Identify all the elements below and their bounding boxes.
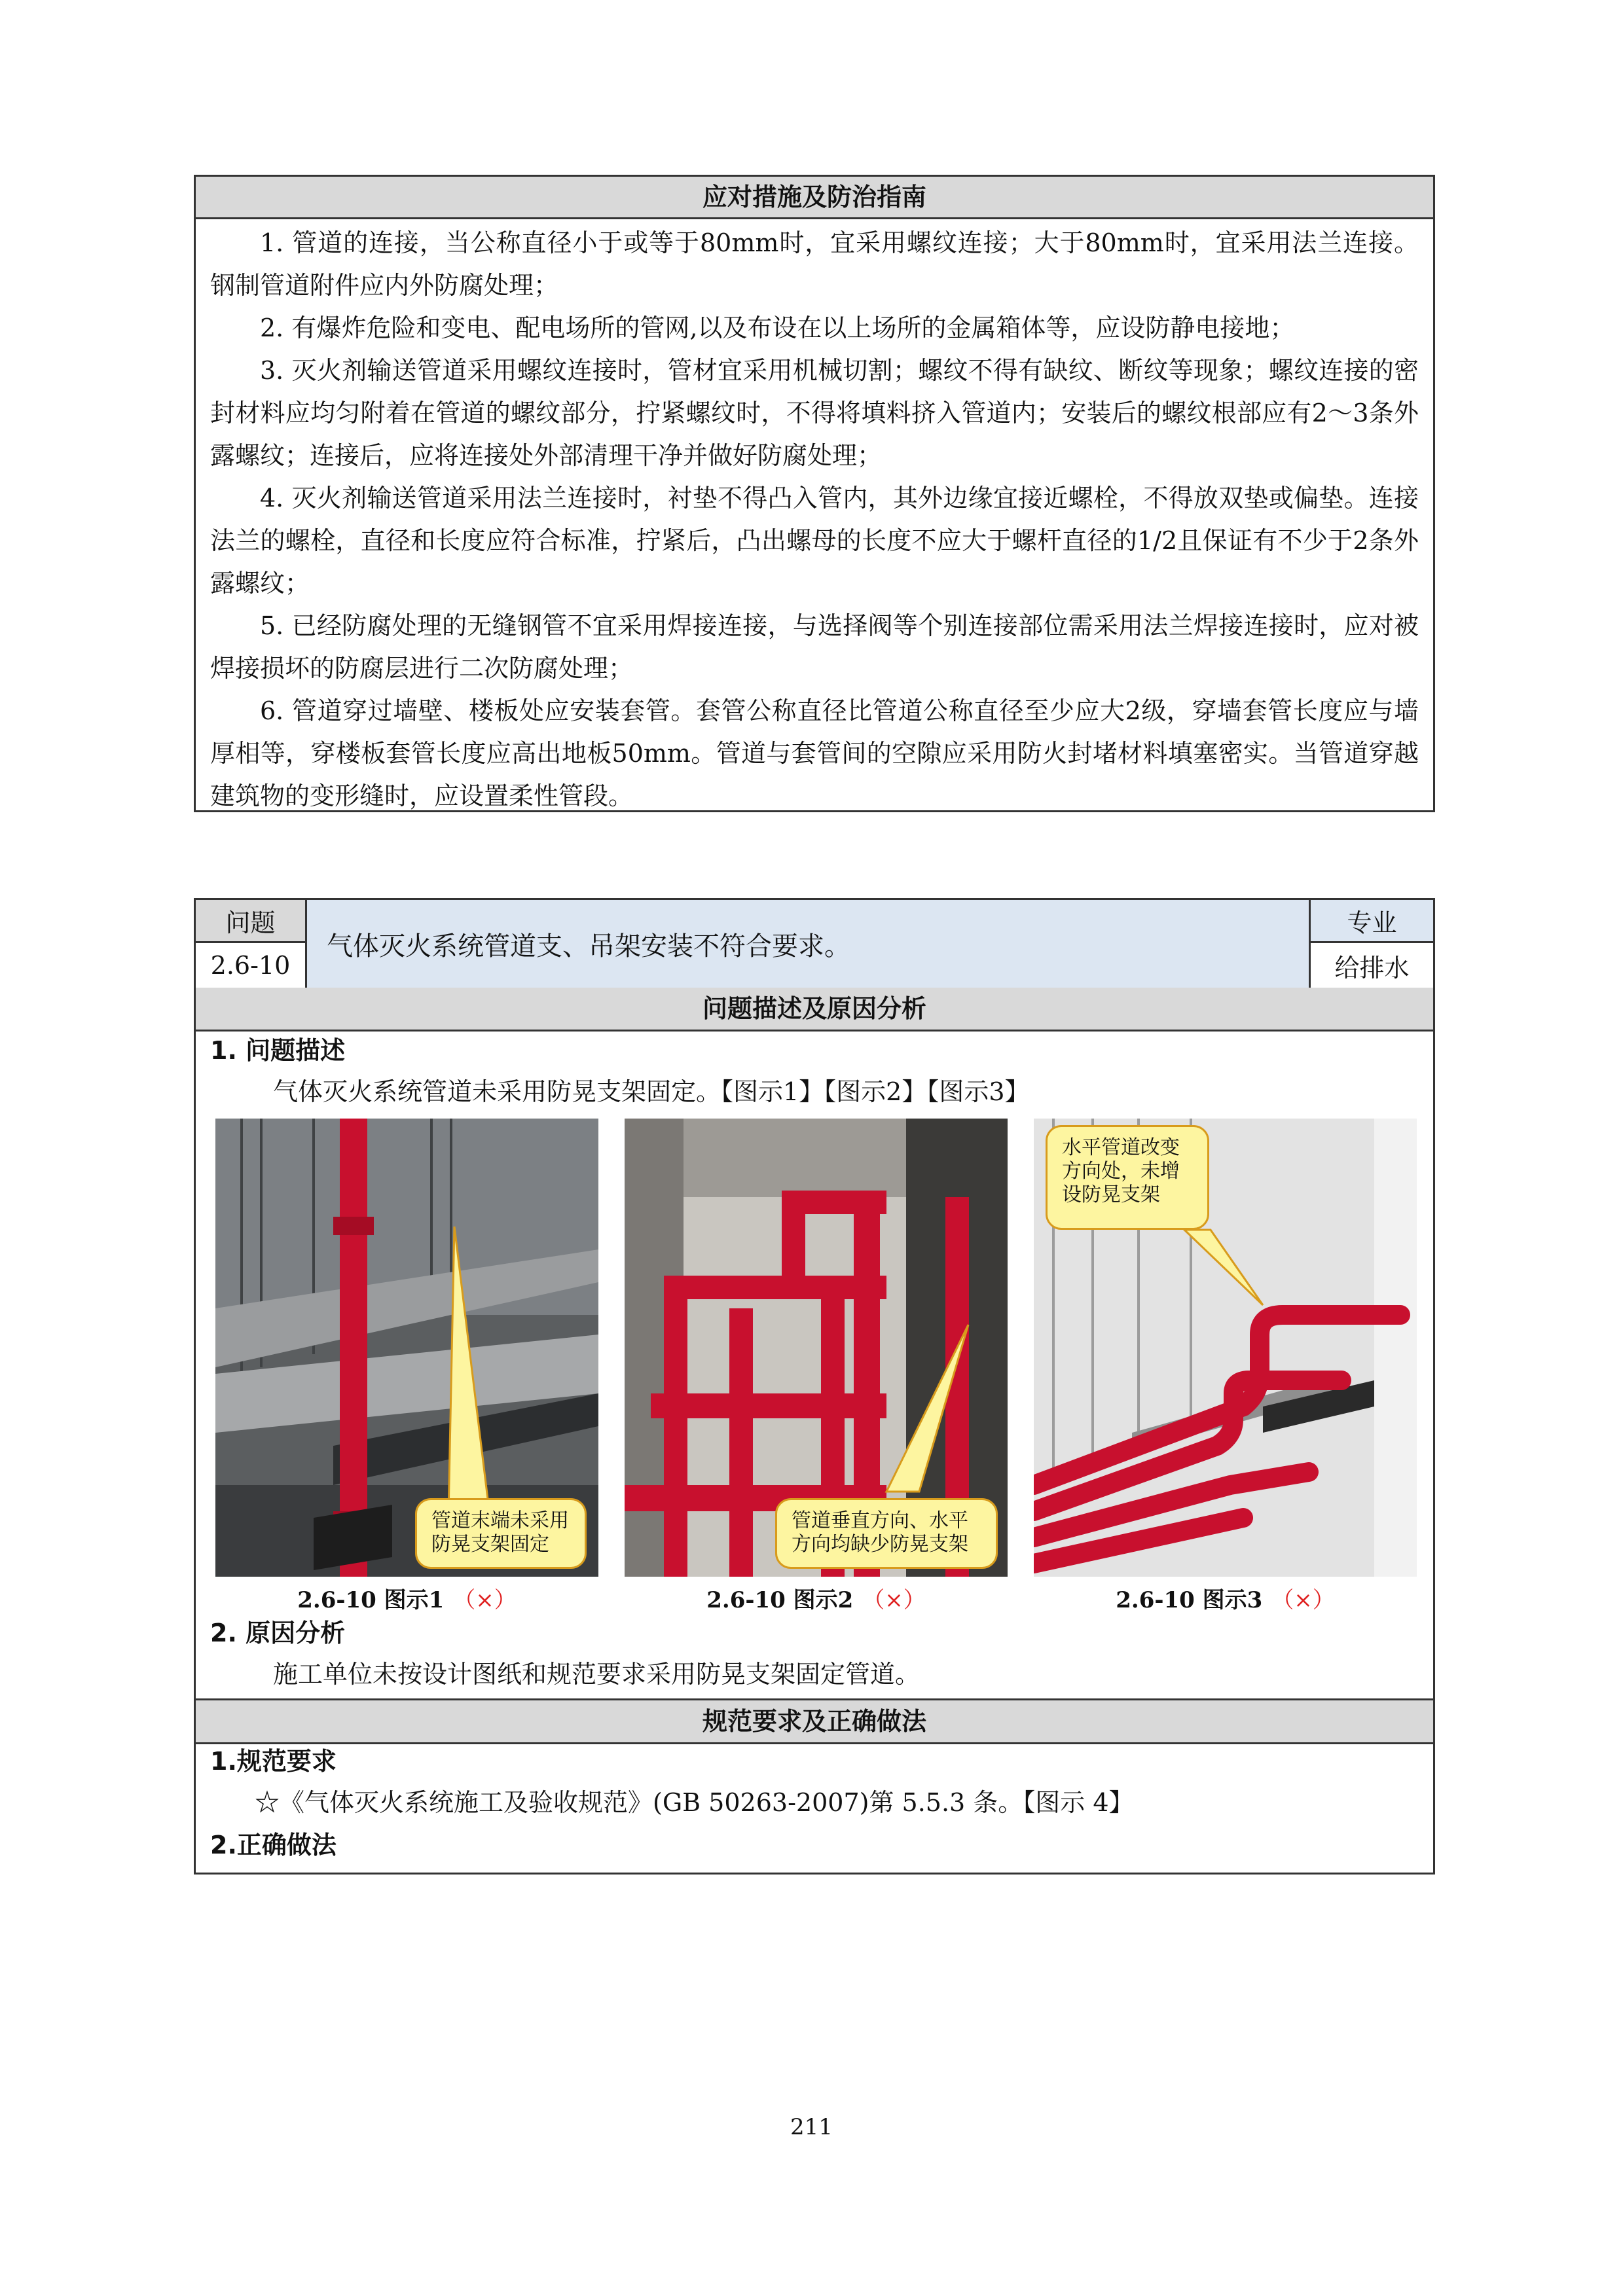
issue-table — [194, 898, 1435, 1874]
issue-title-row — [196, 900, 1433, 990]
spec-text: ☆《气体灭火系统施工及验收规范》(GB 50263-2007)第 5.5.3 条。【图示 4】 — [255, 1788, 1134, 1817]
issue-title: 气体灭火系统管道支、吊架安装不符合要求。 — [307, 900, 1309, 988]
guide-item-5: 5. 已经防腐处理的无缝钢管不宜采用焊接连接，与选择阀等个别连接部位需采用法兰焊接连接时，应对被焊接损坏的防腐层进行二次防腐处理； — [210, 611, 1419, 683]
guide-item-4: 4. 灭火剂输送管道采用法兰连接时，衬垫不得凸入管内，其外边缘宜接近螺栓，不得放双垫或偏垫。连接法兰的螺栓，直径和长度应符合标准，拧紧后，凸出螺母的长度不应大于螺杆直径的1/2且保证有不少于2条外露螺纹； — [210, 484, 1419, 598]
guide-table — [194, 175, 1435, 812]
guide-item-1: 1. 管道的连接，当公称直径小于或等于80mm时，宜采用螺纹连接；大于80mm时，宜采用法兰连接。钢制管道附件应内外防腐处理； — [210, 228, 1419, 300]
spec-header: 规范要求及正确做法 — [196, 1698, 1433, 1744]
photo-1 — [215, 1119, 598, 1577]
bubble-1: 管道末端未采用防晃支架固定 — [415, 1498, 587, 1569]
correct-heading: 2.正确做法 — [210, 1831, 337, 1859]
page-number: 211 — [790, 2114, 833, 2140]
guide-item-2: 2. 有爆炸危险和变电、配电场所的管网,以及布设在以上场所的金属箱体等，应设防静电接地； — [260, 314, 1295, 342]
caption-3-text: 2.6-10 图示3 — [1116, 1587, 1263, 1613]
caption-3 — [1034, 1582, 1417, 1614]
photo-3 — [1034, 1119, 1417, 1577]
figures — [215, 1119, 1417, 1623]
major-value: 给排水 — [1309, 943, 1433, 988]
cause-text: 施工单位未按设计图纸和规范要求采用防晃支架固定管道。 — [273, 1660, 921, 1689]
spec-heading: 1.规范要求 — [210, 1747, 337, 1776]
caption-1-text: 2.6-10 图示1 — [297, 1587, 445, 1613]
analysis-header: 问题描述及原因分析 — [196, 988, 1433, 1031]
photo-2 — [625, 1119, 1008, 1577]
guide-item-6: 6. 管道穿过墙壁、楼板处应安装套管。套管公称直径比管道公称直径至少应大2级，穿墙套管长度应与墙厚相等，穿楼板套管长度应高出地板50mm。管道与套管间的空隙应采用防火封堵材料填塞密实。当管道穿越建筑物的变形缝时，应设置柔性管段。 — [210, 696, 1419, 810]
caption-2 — [625, 1582, 1008, 1614]
desc-text: 气体灭火系统管道未采用防晃支架固定。【图示1】【图示2】【图示3】 — [273, 1077, 1030, 1106]
guide-body — [196, 219, 1433, 817]
major-label: 专业 — [1309, 900, 1433, 943]
bubble-2: 管道垂直方向、水平方向均缺少防晃支架 — [775, 1498, 998, 1569]
bubble-3: 水平管道改变方向处，未增设防晃支架 — [1046, 1125, 1209, 1230]
cause-heading: 2. 原因分析 — [210, 1619, 346, 1647]
desc-heading: 1. 问题描述 — [210, 1036, 346, 1065]
guide-header: 应对措施及防治指南 — [196, 177, 1433, 219]
caption-2-mark: （×） — [862, 1587, 926, 1613]
caption-1-mark: （×） — [453, 1587, 517, 1613]
caption-1 — [215, 1582, 598, 1614]
caption-3-mark: （×） — [1271, 1587, 1335, 1613]
guide-item-3: 3. 灭火剂输送管道采用螺纹连接时，管材宜采用机械切割；螺纹不得有缺纹、断纹等现象；螺纹连接的密封材料应均匀附着在管道的螺纹部分，拧紧螺纹时，不得将填料挤入管道内；安装后的螺纹根部应有2～3条外露螺纹；连接后，应将连接处外部清理干净并做好防腐处理； — [210, 356, 1419, 470]
caption-2-text: 2.6-10 图示2 — [706, 1587, 854, 1613]
issue-code: 2.6-10 — [196, 943, 307, 988]
problem-label: 问题 — [196, 900, 307, 943]
